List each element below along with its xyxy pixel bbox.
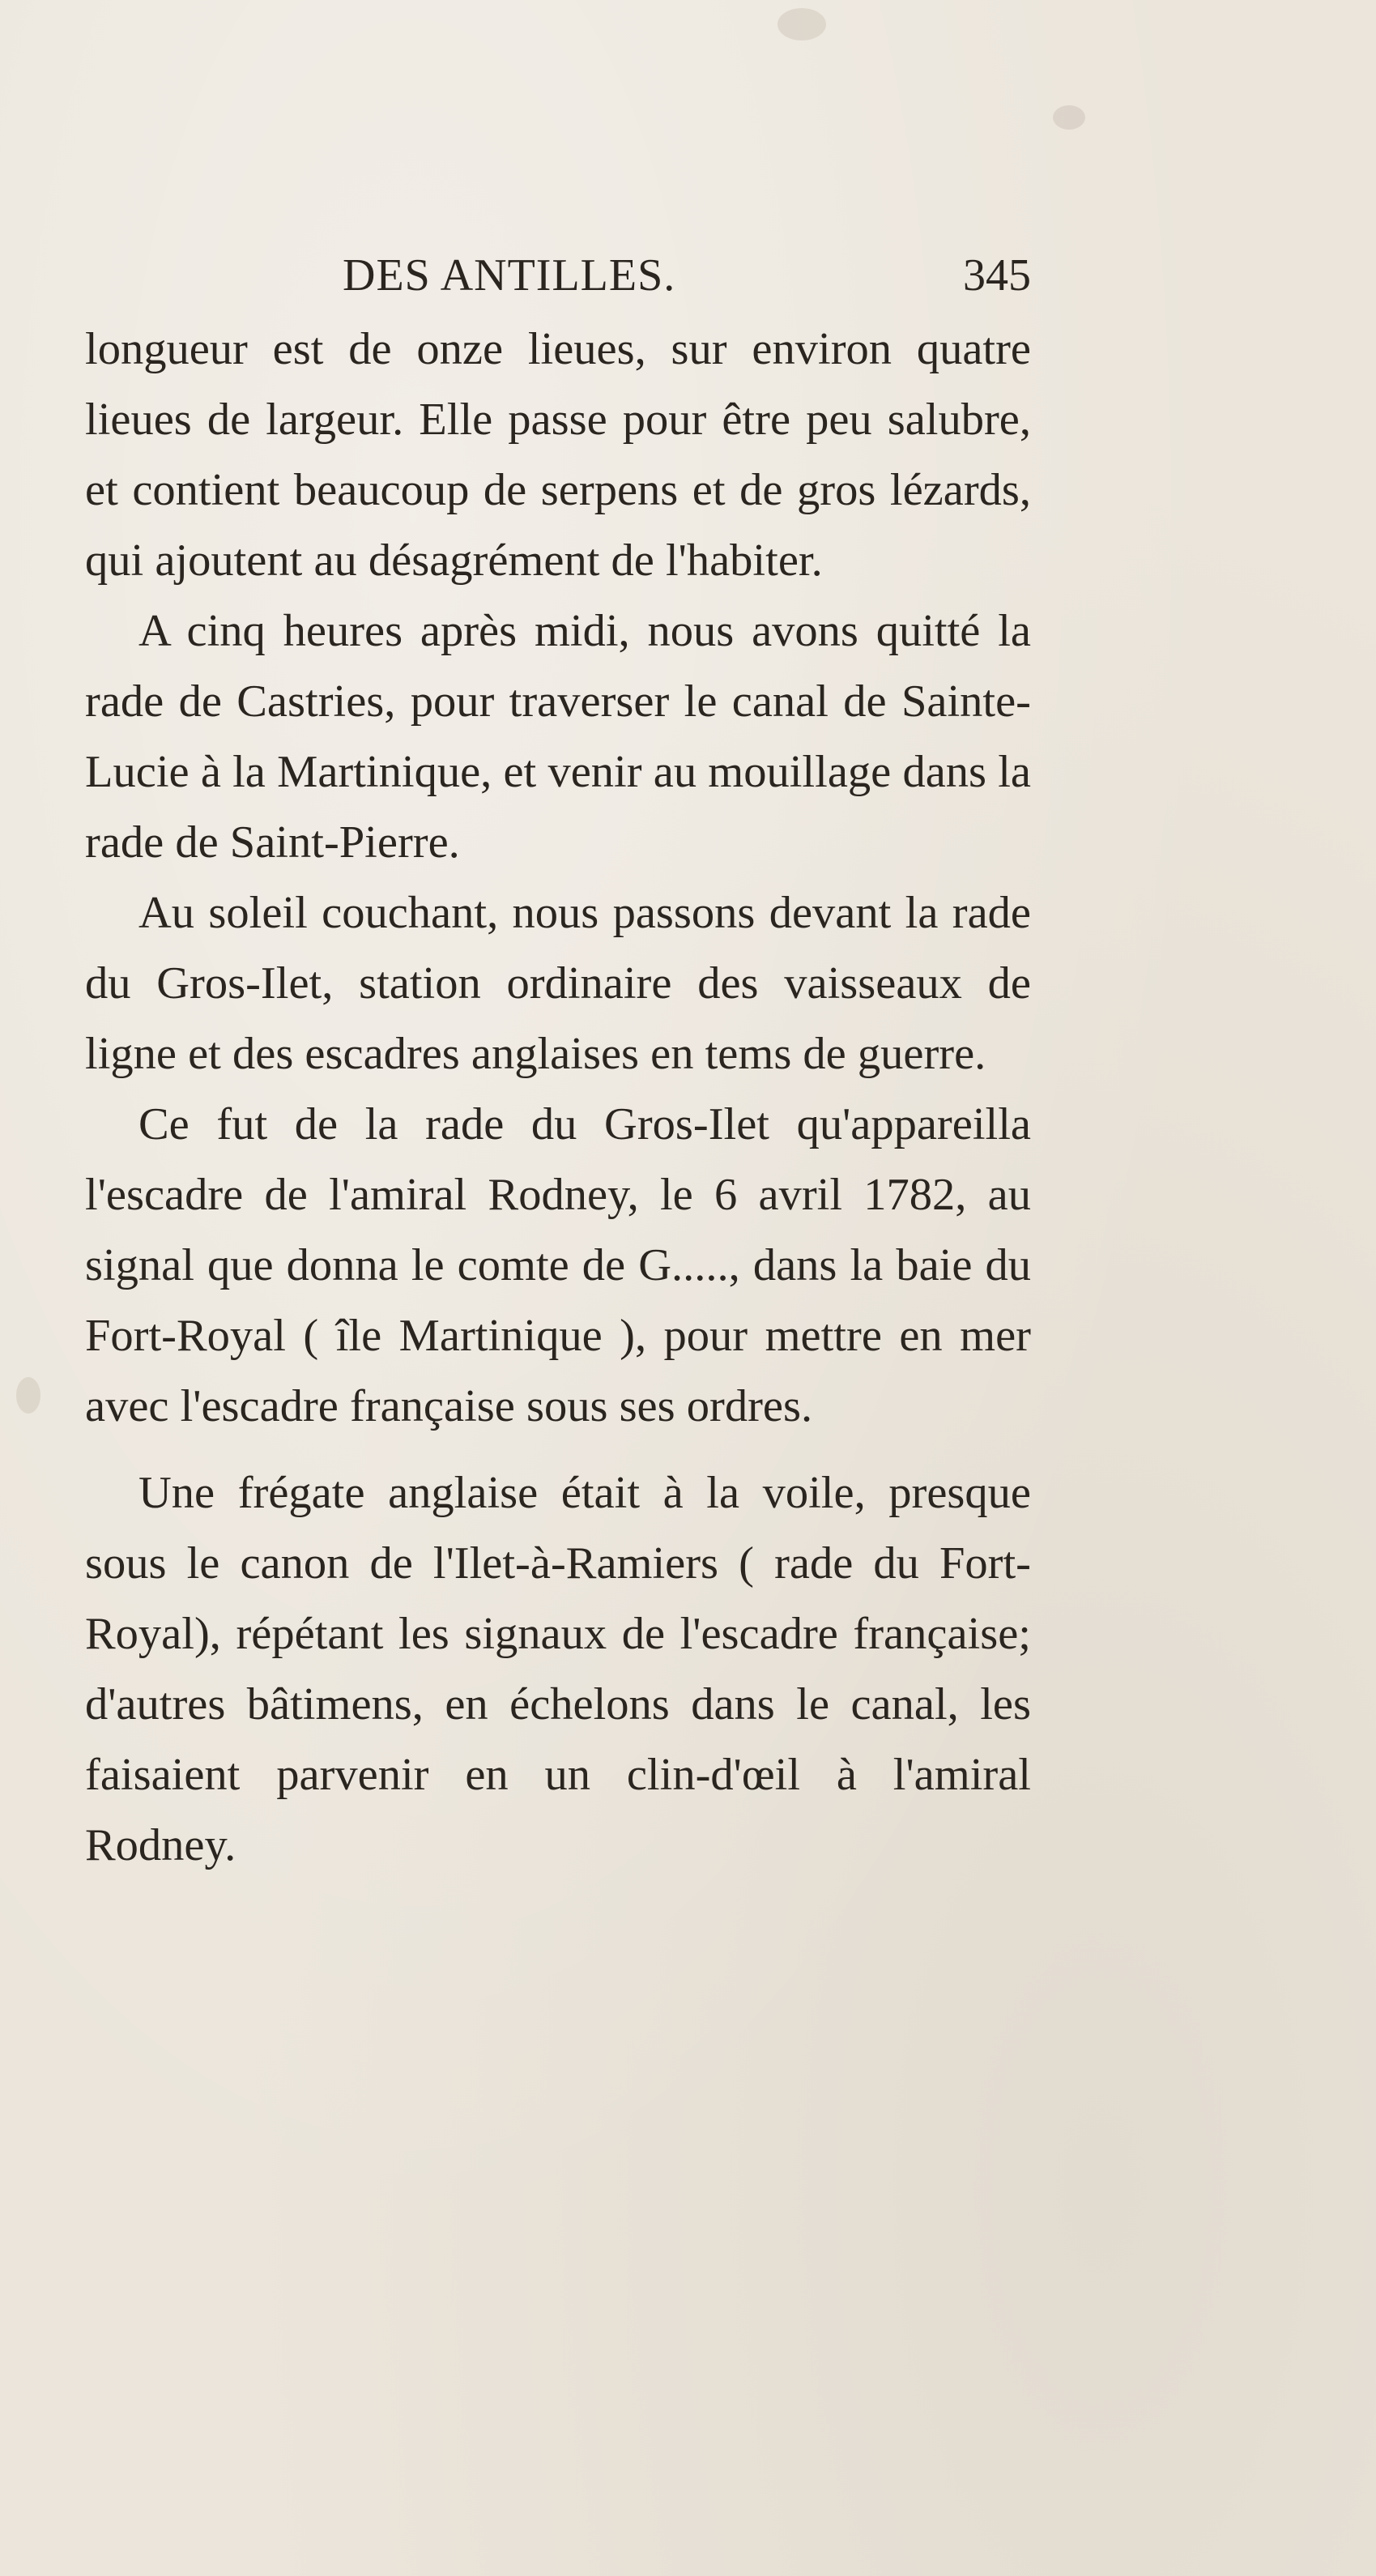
page-number: 345 [963, 250, 1031, 301]
paragraph: Au soleil couchant, nous passons devant la rade du Gros-Ilet, station ordinaire des vaisseaux de ligne et des escadres anglaises en tems de guerre. [85, 888, 1031, 1079]
paragraph: Une frégate anglaise était à la voile, presque sous le canon de l'Ilet-à-Ramiers ( rade du Fort-Royal), répétant les signaux de l'escadre française; d'autres bâtimens, en échelons dans le canal, les faisaient parvenir en un clin-d'œil à l'amiral Rodney. [85, 1468, 1031, 1870]
page-header [85, 243, 1031, 308]
paper-stain [16, 1377, 40, 1414]
paragraph: longueur est de onze lieues, sur environ quatre lieues de largeur. Elle passe pour être peu salubre, et contient beaucoup de serpens et de gros lézards, qui ajoutent au désagrément de l'habiter. [85, 324, 1031, 586]
paragraph: A cinq heures après midi, nous avons quitté la rade de Castries, pour traverser le canal de Sainte-Lucie à la Martinique, et venir au mouillage dans la rade de Saint-Pierre. [85, 606, 1031, 868]
body-text [85, 314, 1031, 1881]
running-title: DES ANTILLES. [343, 250, 676, 301]
paper-stain [1053, 105, 1085, 130]
paper-stain [777, 8, 826, 41]
paragraph: Ce fut de la rade du Gros-Ilet qu'appareilla l'escadre de l'amiral Rodney, le 6 avril 1782, au signal que donna le comte de G....., dans la baie du Fort-Royal ( île Martinique ), pour mettre en mer avec l'escadre française sous ses ordres. [85, 1099, 1031, 1431]
